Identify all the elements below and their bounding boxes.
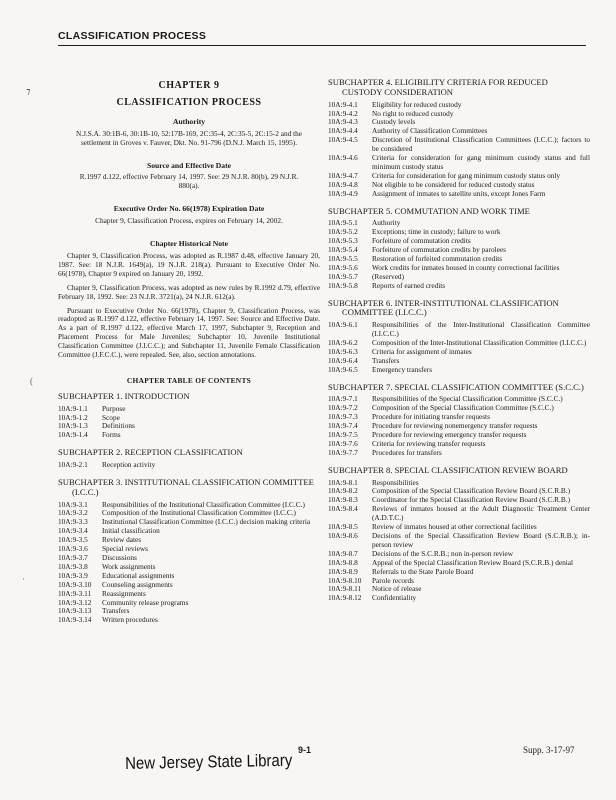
subchapter-heading: SUBCHAPTER 4. ELIGIBILITY CRITERIA FOR REDUCED CUSTODY CONSIDERATION [328, 77, 548, 97]
toc-entry: 10A:9-8.11 Notice of release [328, 584, 422, 594]
subchapter-5 [328, 207, 590, 291]
supplement-date: Supp. 3-17-97 [523, 745, 575, 755]
toc-entry: 10A:9-1.4 Forms [58, 430, 121, 440]
toc-entry: 10A:9-4.1 Eligibility for reduced custody [328, 99, 462, 109]
toc-entry: 10A:9-7.1 Responsibilities of the Special Classification Committee (S.C.C.) [328, 394, 563, 404]
toc-entry: 10A:9-1.3 Definitions [58, 421, 135, 431]
toc-heading: CHAPTER TABLE OF CONTENTS [126, 375, 252, 385]
toc-entry: 10A:9-1.1 Purpose [58, 403, 126, 413]
toc-entry: 10A:9-8.3 Coordinator for the Special Classification Review Board (S.C.R.B.) [328, 495, 570, 505]
toc-entry: 10A:9-1.2 Scope [58, 412, 120, 422]
toc-entry: 10A:9-5.6 Work credits for inmates housed in county correctional facilities [328, 262, 560, 272]
chapter-title: CLASSIFICATION PROCESS [116, 96, 262, 108]
toc-entry: 10A:9-3.8 Work assignments [58, 561, 156, 571]
toc-entry: 10A:9-5.2 Exceptions; time in custody; failure to work [328, 227, 501, 237]
toc-entry: 10A:9-6.5 Emergency transfers [328, 364, 433, 374]
toc-entry: 10A:9-5.4 Forfeiture of commutation credits by parolees [328, 245, 506, 255]
subchapter-3 [58, 478, 320, 625]
right-column [328, 78, 590, 603]
source-heading: Source and Effective Date [146, 160, 231, 170]
toc-entry: 10A:9-7.5 Procedure for reviewing emergency transfer requests [328, 430, 527, 440]
subchapter-4 [328, 78, 590, 199]
toc-entry: 10A:9-7.6 Criteria for reviewing transfer requests [328, 438, 486, 448]
toc-entry: 10A:9-8.1 Responsibilities [328, 477, 419, 487]
toc-entry: 10A:9-2.1 Reception activity [58, 460, 156, 470]
toc-entry: 10A:9-3.6 Special reviews [58, 544, 148, 554]
toc-entry: 10A:9-7.2 Composition of the Special Classification Committee (S.C.C.) [328, 403, 554, 413]
toc-entry: 10A:9-8.5 Review of inmates housed at other correctional facilities [328, 522, 537, 532]
subchapter-8 [328, 466, 590, 603]
toc-entry: 10A:9-8.10 Parole records [328, 575, 414, 585]
toc-entry: 10A:9-3.5 Review dates [58, 535, 142, 545]
toc-entry: 10A:9-4.2 No right to reduced custody [328, 108, 454, 118]
header-rule [58, 45, 586, 46]
toc-entry: 10A:9-5.3 Forfeiture of commutation credits [328, 236, 471, 246]
toc-entry: 10A:9-4.6 Criteria for consideration for gang minimum custody status and full minimum custody status [328, 153, 590, 171]
subchapter-heading: SUBCHAPTER 6. INTER-INSTITUTIONAL CLASSIFICATION COMMITTEE (I.I.C.C.) [328, 297, 559, 318]
toc-entry: 10A:9-7.3 Procedure for initiating transfer requests [328, 412, 490, 422]
toc-entry: 10A:9-4.9 Assignment of inmates to satellite units, except Jones Farm [328, 188, 546, 198]
toc-entry: 10A:9-5.8 Reports of earned credits [328, 280, 446, 290]
toc-entry: 10A:9-3.12 Community release programs [58, 597, 189, 607]
executive-order-text: Chapter 9, Classification Process, expires on February 14, 2002. [95, 216, 283, 226]
toc-entry: 10A:9-6.3 Criteria for assignment of inmates [328, 346, 472, 356]
toc-entry: 10A:9-3.7 Discussions [58, 553, 137, 562]
executive-order-heading: Executive Order No. 66(1978) Expiration Date [113, 204, 265, 214]
left-column [58, 78, 320, 625]
toc-entry: 10A:9-3.4 Initial classification [58, 526, 160, 536]
historical-note-paragraph: Pursuant to Executive Order No. 66(1978), Chapter 9, Classification Process, was readopted as R.1997 d.122, effective February 14, 1997. See: Source and Effective Date. As a part of R.1997 d.122, effective March 17, 1997, Subchapter 9, Reception and Placement Process for Male Juveniles; Subchapter 10, Juvenile Institutional Classification Committee (J.I.C.C.); and Subchapter 11, Juvenile Female Classification Committee (J.F.C.C.), were repealed. See, also, section annotations. [58, 305, 320, 360]
library-stamp: New Jersey State Library [125, 750, 293, 773]
toc-entry: 10A:9-5.7 (Reserved) [328, 271, 405, 281]
subchapter-2 [58, 448, 320, 470]
toc-entry: 10A:9-4.4 Authority of Classification Committees [328, 126, 488, 136]
toc-entry: 10A:9-5.1 Authority [328, 218, 401, 228]
subchapter-heading: SUBCHAPTER 7. SPECIAL CLASSIFICATION COMMITTEE (S.C.C.) [328, 381, 584, 392]
margin-mark: ( [30, 376, 33, 386]
subchapter-heading: SUBCHAPTER 3. INSTITUTIONAL CLASSIFICATION COMMITTEE (I.C.C.) [58, 476, 314, 497]
running-head: CLASSIFICATION PROCESS [58, 30, 207, 42]
toc-entry: 10A:9-8.4 Reviews of inmates housed at the Adult Diagnostic Treatment Center (A.D.T.C.) [328, 504, 590, 523]
toc-entry: 10A:9-6.2 Composition of the Inter-Institutional Classification Committee (I.I.C.C.) [328, 338, 587, 348]
margin-mark: · [22, 574, 25, 584]
toc-entry: 10A:9-4.3 Custody levels [328, 117, 416, 127]
toc-entry: 10A:9-3.1 Responsibilities of the Institutional Classification Committee (I.C.C.) [58, 499, 305, 509]
subchapter-heading: SUBCHAPTER 1. INTRODUCTION [58, 390, 190, 401]
toc-entry: 10A:9-8.9 Referrals to the State Parole Board [328, 566, 474, 576]
toc-entry: 10A:9-8.12 Confidentiality [328, 593, 417, 603]
page-number: 9-1 [298, 745, 312, 755]
chapter-number: CHAPTER 9 [158, 80, 220, 91]
subchapter-6 [328, 299, 590, 375]
toc-entry: 10A:9-5.5 Restoration of forfeited commutation credits [328, 253, 503, 263]
subchapter-heading: SUBCHAPTER 5. COMMUTATION AND WORK TIME [328, 205, 530, 216]
toc-entry: 10A:9-3.9 Educational assignments [58, 570, 175, 580]
subchapter-7 [328, 383, 590, 458]
toc-entry: 10A:9-3.2 Composition of the Institutional Classification Committee (I.C.C.) [58, 508, 296, 518]
toc-entry: 10A:9-8.8 Appeal of the Special Classification Review Board (S.C.R.B.) denial [328, 557, 574, 567]
subchapter-1 [58, 392, 320, 440]
toc-entry: 10A:9-3.11 Reassignments [58, 588, 146, 598]
toc-entry: 10A:9-4.7 Criteria for consideration for gang minimum custody status only [328, 170, 561, 180]
toc-entry: 10A:9-8.7 Decisions of the S.C.R.B.; non in-person review [328, 548, 514, 558]
toc-entry: 10A:9-8.2 Composition of the Special Classification Review Board (S.C.R.B.) [328, 486, 571, 496]
toc-entry: 10A:9-7.4 Procedure for reviewing nonemergency transfer requests [328, 421, 538, 431]
toc-entry: 10A:9-4.8 Not eligible to be considered for reduced custody status [328, 179, 535, 189]
toc-entry: 10A:9-3.14 Written procedures [58, 615, 158, 625]
toc-entry: 10A:9-4.5 Discretion of Institutional Classification Committees (I.C.C.); factors to be considered [328, 135, 590, 154]
toc-entry: 10A:9-8.6 Decisions of the Special Classification Review Board (S.C.R.B.); in-person review [328, 531, 590, 549]
source-text: R.1997 d.122, effective February 14, 1997. See: 29 N.J.R. 80(b), 29 N.J.R. 880(a). [79, 172, 299, 191]
historical-note-heading: Chapter Historical Note [150, 239, 228, 249]
toc-entry: 10A:9-6.1 Responsibilities of the Inter-Institutional Classification Committee (I.I.C.C.) [328, 320, 590, 339]
authority-text: N.J.S.A. 30:1B-6, 30:1B-10, 52:17B-169, 2C:35-4, 2C:35-5, 2C:15-2 and the settlement in Groves v. Fauver, Dkt. No. 91-796 (D.N.J. March 15, 1995). [75, 128, 302, 147]
historical-note-paragraph: Chapter 9, Classification Process, was adopted as new rules by R.1992 d.79, effective February 18, 1992. See: 23 N.J.R. 3721(a), 24 N.J.R. 612(a). [58, 282, 320, 301]
historical-note-paragraph: Chapter 9, Classification Process, was adopted as R.1987 d.48, effective January 20, 1987. See: 18 N.J.R. 1649(a), 19 N.J.R. 218(a). Pursuant to Executive Order No. 66(1978), Chapter 9 expired on January 20, 1992. [58, 250, 320, 278]
toc-entry: 10A:9-3.10 Counseling assignments [58, 579, 173, 589]
subchapter-heading: SUBCHAPTER 8. SPECIAL CLASSIFICATION REVIEW BOARD [328, 464, 568, 475]
toc-entry: 10A:9-3.3 Institutional Classification Committee (I.C.C.) decision making criteria [58, 517, 311, 527]
toc-entry: 10A:9-3.13 Transfers [58, 606, 130, 616]
subchapter-heading: SUBCHAPTER 2. RECEPTION CLASSIFICATION [58, 447, 243, 458]
toc-entry: 10A:9-6.4 Transfers [328, 355, 400, 365]
margin-mark: ⁊ [26, 86, 31, 96]
toc-entry: 10A:9-7.7 Procedures for transfers [328, 447, 442, 457]
authority-heading: Authority [172, 116, 206, 126]
